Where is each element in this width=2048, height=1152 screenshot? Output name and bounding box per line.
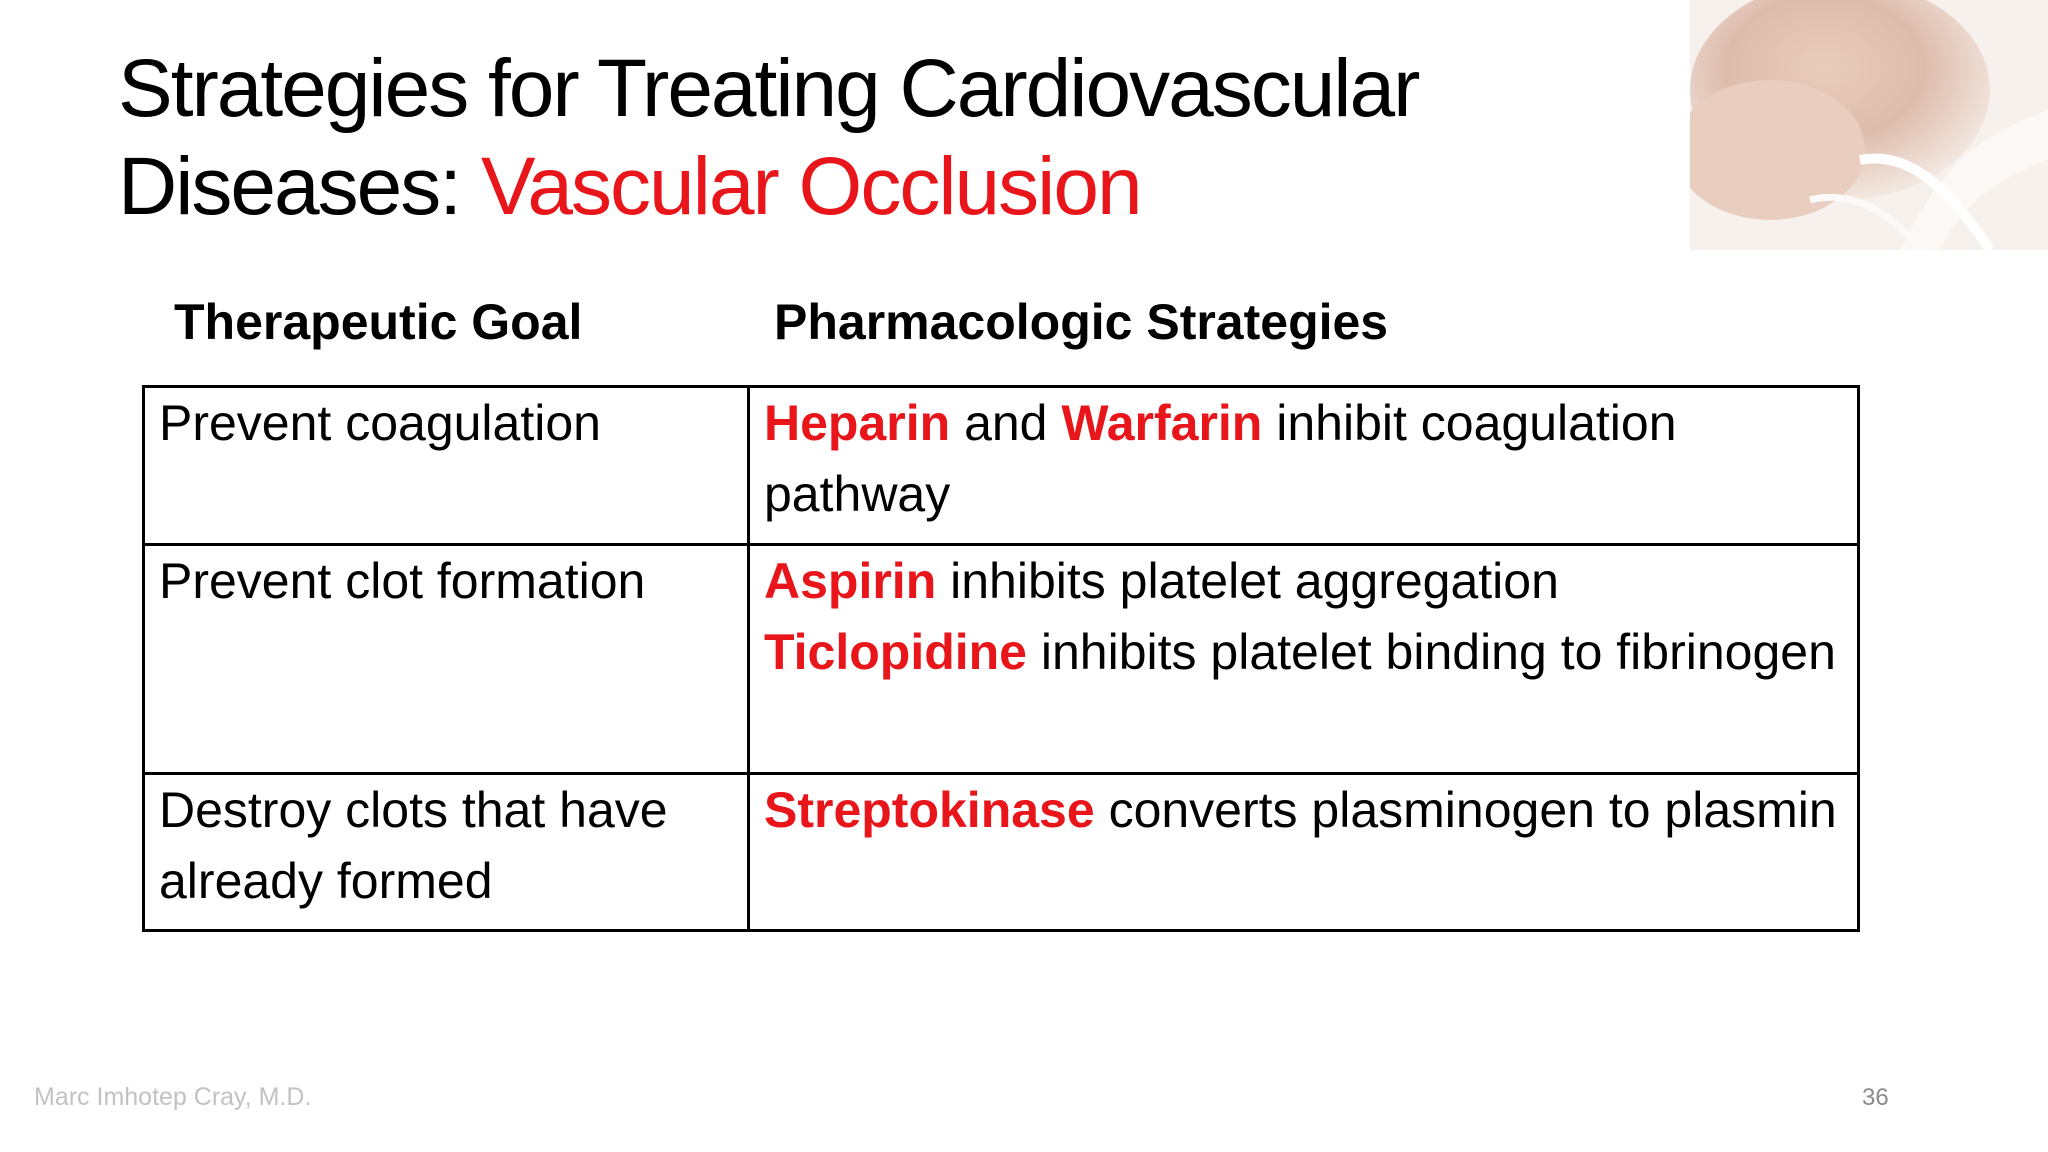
strategy-cell — [749, 774, 1859, 931]
strategy-cell — [749, 545, 1859, 774]
title-line-2-prefix: Diseases: — [118, 141, 481, 232]
slide-title — [118, 40, 1658, 236]
column-heading-pharmacologic-strategies: Pharmacologic Strategies — [774, 294, 1389, 350]
table-row — [144, 387, 1859, 545]
strategy-text: converts plasminogen to plasmin — [1094, 782, 1837, 838]
footer-author: Marc Imhotep Cray, M.D. — [34, 1083, 312, 1111]
goal-cell: Destroy clots that have already formed — [144, 774, 749, 931]
drug-name-warfarin: Warfarin — [1061, 395, 1263, 451]
corner-heart-image — [1690, 0, 2048, 250]
drug-name-heparin: Heparin — [764, 395, 951, 451]
strategy-text: inhibits platelet aggregation — [936, 553, 1559, 609]
table-row — [144, 774, 1859, 931]
goal-cell: Prevent clot formation — [144, 545, 749, 774]
title-line-1: Strategies for Treating Cardiovascular — [118, 43, 1419, 134]
strategy-text: and — [950, 395, 1062, 451]
strategy-text: inhibit coagulation pathway — [764, 395, 1677, 522]
slide-page-number: 36 — [1862, 1084, 1889, 1111]
strategy-cell — [749, 387, 1859, 545]
title-accent: Vascular Occlusion — [480, 141, 1141, 232]
drug-name-ticlopidine: Ticlopidine — [764, 624, 1027, 680]
goal-cell: Prevent coagulation — [144, 387, 749, 545]
strategy-text: inhibits platelet binding to fibrinogen — [1027, 624, 1836, 680]
heart-photo-illustration — [1690, 0, 2048, 250]
column-heading-therapeutic-goal: Therapeutic Goal — [174, 294, 583, 350]
drug-name-aspirin: Aspirin — [764, 553, 937, 609]
table-row — [144, 545, 1859, 774]
strategies-table — [142, 385, 1860, 932]
drug-name-streptokinase: Streptokinase — [764, 782, 1095, 838]
